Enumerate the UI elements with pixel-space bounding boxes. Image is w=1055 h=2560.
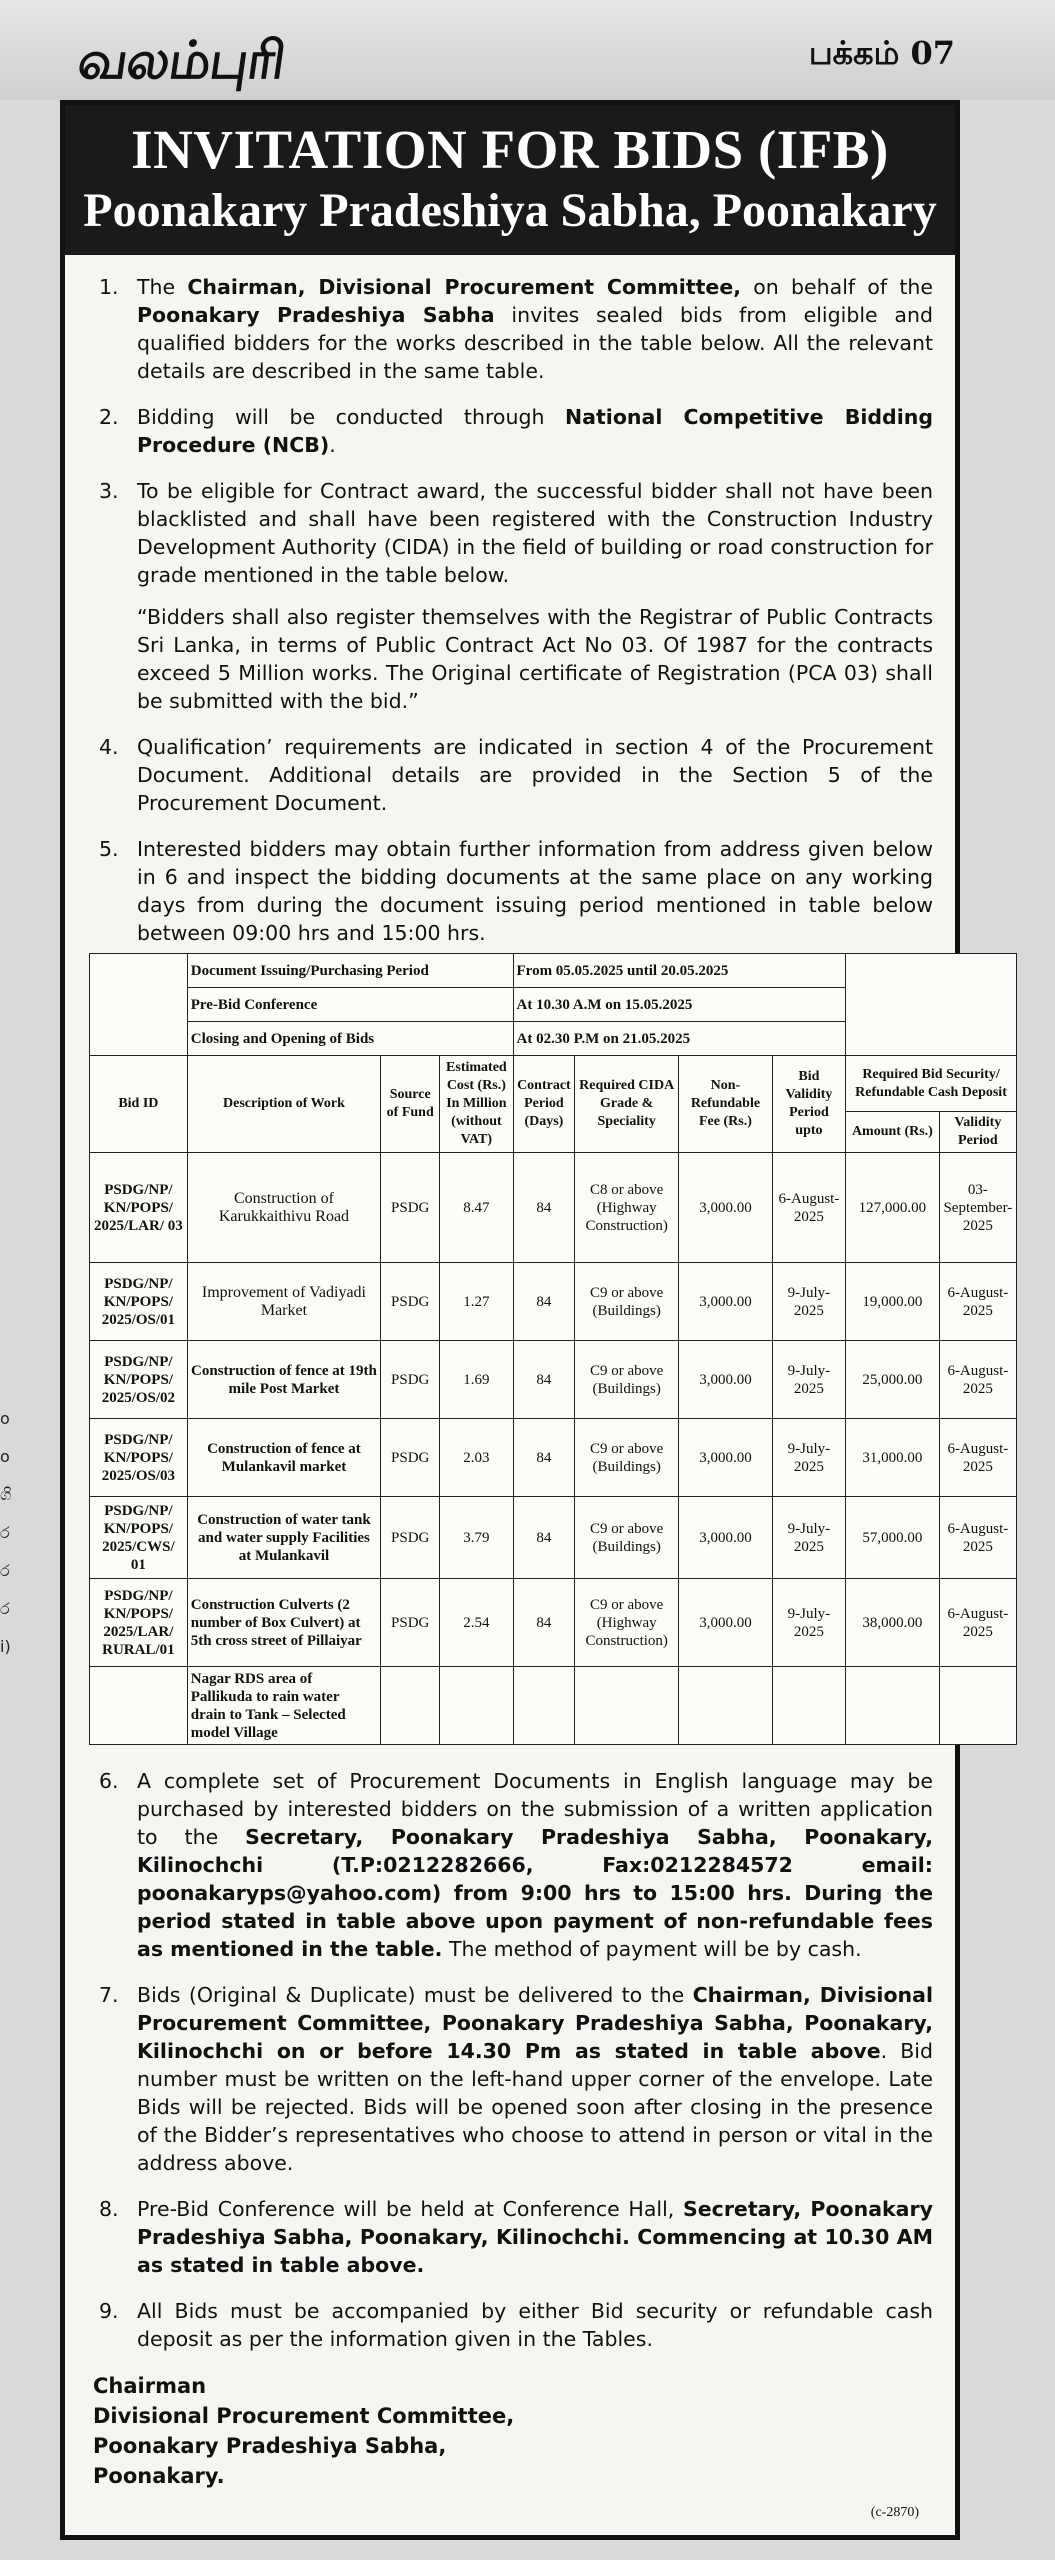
validity-cell: 9-July-2025 [772,1341,845,1419]
period-cell: 84 [513,1579,575,1667]
sec-validity-cell: 03-September-2025 [939,1153,1016,1263]
cida-cell: C8 or above (Highway Construction) [575,1153,679,1263]
table-row [90,1497,1017,1579]
amount-cell: 38,000.00 [846,1579,940,1667]
cida-cell: C9 or above (Buildings) [575,1263,679,1341]
period-cell: 84 [513,1497,575,1579]
validity-cell: 9-July-2025 [772,1497,845,1579]
text-run: Pre-Bid Conference will be held at Conference Hall, [137,2197,683,2221]
signature-line: Poonakary. [93,2464,225,2488]
fee-cell: 3,000.00 [679,1153,773,1263]
schedule-label: Pre-Bid Conference [187,988,513,1022]
paragraph-6 [93,1767,933,1963]
paragraph-1 [93,273,933,385]
paragraph-2 [93,403,933,459]
bid-id-cell: PSDG/NP/ KN/POPS/ 2025/OS/02 [90,1341,188,1419]
text-run: Bids (Original & Duplicate) must be delivered to the [137,1983,693,2007]
cida-cell: C9 or above (Highway Construction) [575,1579,679,1667]
amount-cell: 127,000.00 [846,1153,940,1263]
adjacent-column-fragment [0,1400,14,1666]
margin-glyph: ර [0,1599,10,1618]
pca-quote: “Bidders shall also register themselves with the Registrar of Public Contracts Sri Lanka, in terms of Public Contract Act No 03. Of 1987 for the contracts exceed 5 Million works. The Original certificate of Registration (PCA 03) shall be submitted with the bid.” [137,605,933,713]
margin-glyph: ර [0,1523,10,1542]
paragraph-number: 1. [99,275,119,299]
paragraph-text [137,403,933,459]
header-fee: Non-Refundable Fee (Rs.) [679,1056,773,1153]
cida-cell: C9 or above (Buildings) [575,1341,679,1419]
cost-cell: 1.69 [440,1341,513,1419]
margin-glyph: o [0,1447,10,1466]
fee-cell: 3,000.00 [679,1263,773,1341]
bid-id-cell: PSDG/NP/ KN/POPS/ 2025/LAR/ RURAL/01 [90,1579,188,1667]
bid-id-cell: PSDG/NP/ KN/POPS/ 2025/OS/03 [90,1419,188,1497]
fee-cell: 3,000.00 [679,1497,773,1579]
signature-line: Chairman [93,2374,207,2398]
validity-cell: 9-July-2025 [772,1263,845,1341]
header-cida: Required CIDA Grade & Speciality [575,1056,679,1153]
header-description: Description of Work [187,1056,380,1153]
blank-cell [939,1667,1016,1745]
period-cell: 84 [513,1263,575,1341]
header-security: Required Bid Security/ Refundable Cash Deposit [846,1056,1017,1112]
title-banner [65,105,955,255]
paragraph-number: 8. [99,2197,119,2221]
bold-run: Poonakary Pradeshiya Sabha [137,303,495,327]
sec-validity-cell: 6-August-2025 [939,1263,1016,1341]
blank-cell [575,1667,679,1745]
table-row [90,1263,1017,1341]
header-source: Source of Fund [381,1056,440,1153]
paragraph-5 [93,835,933,947]
bid-id-cell: PSDG/NP/ KN/POPS/ 2025/LAR/ 03 [90,1153,188,1263]
paragraph-number: 2. [99,405,119,429]
fee-cell: 3,000.00 [679,1341,773,1419]
header-amount: Amount (Rs.) [846,1112,940,1153]
bold-run: Secretary, Poonakary Pradeshiya Sabha, Poonakary, Kilinochchi. Commencing at 10.30 AM as stated in table above. [137,2197,933,2277]
source-cell: PSDG [381,1579,440,1667]
cida-cell: C9 or above (Buildings) [575,1419,679,1497]
blank-cell [513,1667,575,1745]
paragraph-text [137,273,933,385]
table-row-continuation [90,1667,1017,1745]
bid-id-cell: PSDG/NP/ KN/POPS/ 2025/OS/01 [90,1263,188,1341]
paragraph-text: To be eligible for Contract award, the successful bidder shall not have been blacklisted and shall have been registered with the Construction Industry Development Authority (CIDA) in the field of building or road construction for grade mentioned in the table below. [137,479,933,587]
fee-cell: 3,000.00 [679,1579,773,1667]
schedule-value: From 05.05.2025 until 20.05.2025 [513,954,846,988]
ifb-subtitle: Poonakary Pradeshiya Sabha, Poonakary [83,184,937,237]
text-run: . Bid number must be written on the left-hand upper corner of the envelope. Late Bids will be rejected. Bids will be opened soon after closing in the presence of the Bidder’s representatives who choose to attend in person or vital in the address above. [137,2039,933,2175]
paragraph-number: 9. [99,2299,119,2323]
cost-cell: 1.27 [440,1263,513,1341]
margin-glyph: ර [0,1561,10,1580]
bid-id-cell: PSDG/NP/ KN/POPS/ 2025/CWS/ 01 [90,1497,188,1579]
newspaper-masthead [0,0,1055,100]
validity-cell: 6-August-2025 [772,1153,845,1263]
source-cell: PSDG [381,1497,440,1579]
sec-validity-cell: 6-August-2025 [939,1579,1016,1667]
margin-glyph: i) [0,1637,11,1656]
signature-block [93,2371,933,2491]
paragraph-number: 5. [99,837,119,861]
bids-table [89,953,1017,1745]
cida-cell: C9 or above (Buildings) [575,1497,679,1579]
description-cell: Construction of water tank and water supply Facilities at Mulankavil [187,1497,380,1579]
paragraph-number: 6. [99,1769,119,1793]
paragraph-7 [93,1981,933,2177]
text-run: . [329,433,336,457]
amount-cell: 31,000.00 [846,1419,940,1497]
period-cell: 84 [513,1419,575,1497]
blank-cell [772,1667,845,1745]
header-row [90,1056,1017,1112]
newspaper-logo: வலம்புரி [74,30,289,91]
table-row [90,1341,1017,1419]
description-cell: Construction of fence at 19th mile Post Market [187,1341,380,1419]
margin-glyph: o [0,1409,10,1428]
notice-body [65,255,1013,2491]
paragraph-number: 7. [99,1983,119,2007]
blank-cell [846,954,1017,1056]
bold-run: National Competitive Bidding Procedure (NCB) [137,405,933,457]
sec-validity-cell: 6-August-2025 [939,1419,1016,1497]
table-row [90,1419,1017,1497]
header-sec-validity: Validity Period [939,1112,1016,1153]
table-row [90,1579,1017,1667]
source-cell: PSDG [381,1419,440,1497]
blank-cell [90,954,188,1056]
schedule-value: At 10.30 A.M on 15.05.2025 [513,988,846,1022]
description-continuation: Nagar RDS area of Pallikuda to rain water drain to Tank – Selected model Village [187,1667,380,1745]
text-run: Bidding will be conducted through [137,405,566,429]
paragraph-number: 3. [99,479,119,503]
amount-cell: 57,000.00 [846,1497,940,1579]
amount-cell: 25,000.00 [846,1341,940,1419]
cost-cell: 2.03 [440,1419,513,1497]
source-cell: PSDG [381,1153,440,1263]
paragraph-text [137,2195,933,2279]
ad-code: (c-2870) [870,2505,919,2520]
validity-cell: 9-July-2025 [772,1579,845,1667]
header-bid-id: Bid ID [90,1056,188,1153]
cost-cell: 2.54 [440,1579,513,1667]
schedule-value: At 02.30 P.M on 21.05.2025 [513,1022,846,1056]
validity-cell: 9-July-2025 [772,1419,845,1497]
ifb-title: INVITATION FOR BIDS (IFB) [131,119,889,180]
schedule-label: Closing and Opening of Bids [187,1022,513,1056]
header-cost: Estimated Cost (Rs.) In Million (without VAT) [440,1056,513,1153]
schedule-row [90,954,1017,988]
paragraph-3 [93,477,933,589]
bold-run: Secretary, Poonakary Pradeshiya Sabha, Poonakary, Kilinochchi (T.P:0212282666, Fax:0212284572 email: poonakaryps@yahoo.com) from 9:00 hrs to 15:00 hrs. During the period stated in table above upon payment of non-refundable fees as mentioned in the table. [137,1825,933,1961]
description-cell: Construction Culverts (2 number of Box Culvert) at 5th cross street of Pillaiyar [187,1579,380,1667]
header-period: Contract Period (Days) [513,1056,575,1153]
fee-cell: 3,000.00 [679,1419,773,1497]
paragraph-text [137,1767,933,1963]
period-cell: 84 [513,1341,575,1419]
sec-validity-cell: 6-August-2025 [939,1497,1016,1579]
bold-run: Chairman, Divisional Procurement Committee, [187,275,742,299]
paragraph-8 [93,2195,933,2279]
signature-line: Divisional Procurement Committee, [93,2404,515,2428]
paragraph-number: 4. [99,735,119,759]
paragraph-9 [93,2297,933,2353]
paragraph-text [137,1981,933,2177]
blank-cell [90,1667,188,1745]
description-cell: Improvement of Vadiyadi Market [187,1263,380,1341]
sec-validity-cell: 6-August-2025 [939,1341,1016,1419]
text-run: The [137,275,188,299]
advertisement-frame [60,100,1013,2540]
margin-glyph: ගි [0,1485,12,1504]
period-cell: 84 [513,1153,575,1263]
blank-cell [440,1667,513,1745]
schedule-label: Document Issuing/Purchasing Period [187,954,513,988]
cost-cell: 3.79 [440,1497,513,1579]
header-validity: Bid Validity Period upto [772,1056,845,1153]
blank-cell [679,1667,773,1745]
blank-cell [381,1667,440,1745]
table-row [90,1153,1017,1263]
bold-run: Chairman, Divisional Procurement Committee, Poonakary Pradeshiya Sabha, Poonakary, Kilinochchi on or before 14.30 Pm as stated in table above [137,1983,933,2063]
cost-cell: 8.47 [440,1153,513,1263]
page-number: பக்கம் 07 [808,34,955,72]
paragraph-4 [93,733,933,817]
text-run: on behalf of the [741,275,933,299]
text-run: invites sealed bids from eligible and qualified bidders for the works described in the table below. All the relevant details are described in the same table. [137,303,933,383]
description-cell: Construction of Karukkaithivu Road [187,1153,380,1263]
amount-cell: 19,000.00 [846,1263,940,1341]
source-cell: PSDG [381,1263,440,1341]
text-run: The method of payment will be by cash. [442,1937,862,1961]
paragraph-text: All Bids must be accompanied by either Bid security or refundable cash deposit as per the information given in the Tables. [137,2299,933,2351]
text-run: A complete set of Procurement Documents in English language may be purchased by interested bidders on the submission of a written application to the [137,1769,933,1849]
paragraph-text: Qualification’ requirements are indicated in section 4 of the Procurement Document. Additional details are provided in the Section 5 of the Procurement Document. [137,735,933,815]
signature-line: Poonakary Pradeshiya Sabha, [93,2434,447,2458]
paragraph-text: Interested bidders may obtain further information from address given below in 6 and inspect the bidding documents at the same place on any working days from during the document issuing period mentioned in table below between 09:00 hrs and 15:00 hrs. [137,837,933,945]
source-cell: PSDG [381,1341,440,1419]
blank-cell [846,1667,940,1745]
description-cell: Construction of fence at Mulankavil market [187,1419,380,1497]
